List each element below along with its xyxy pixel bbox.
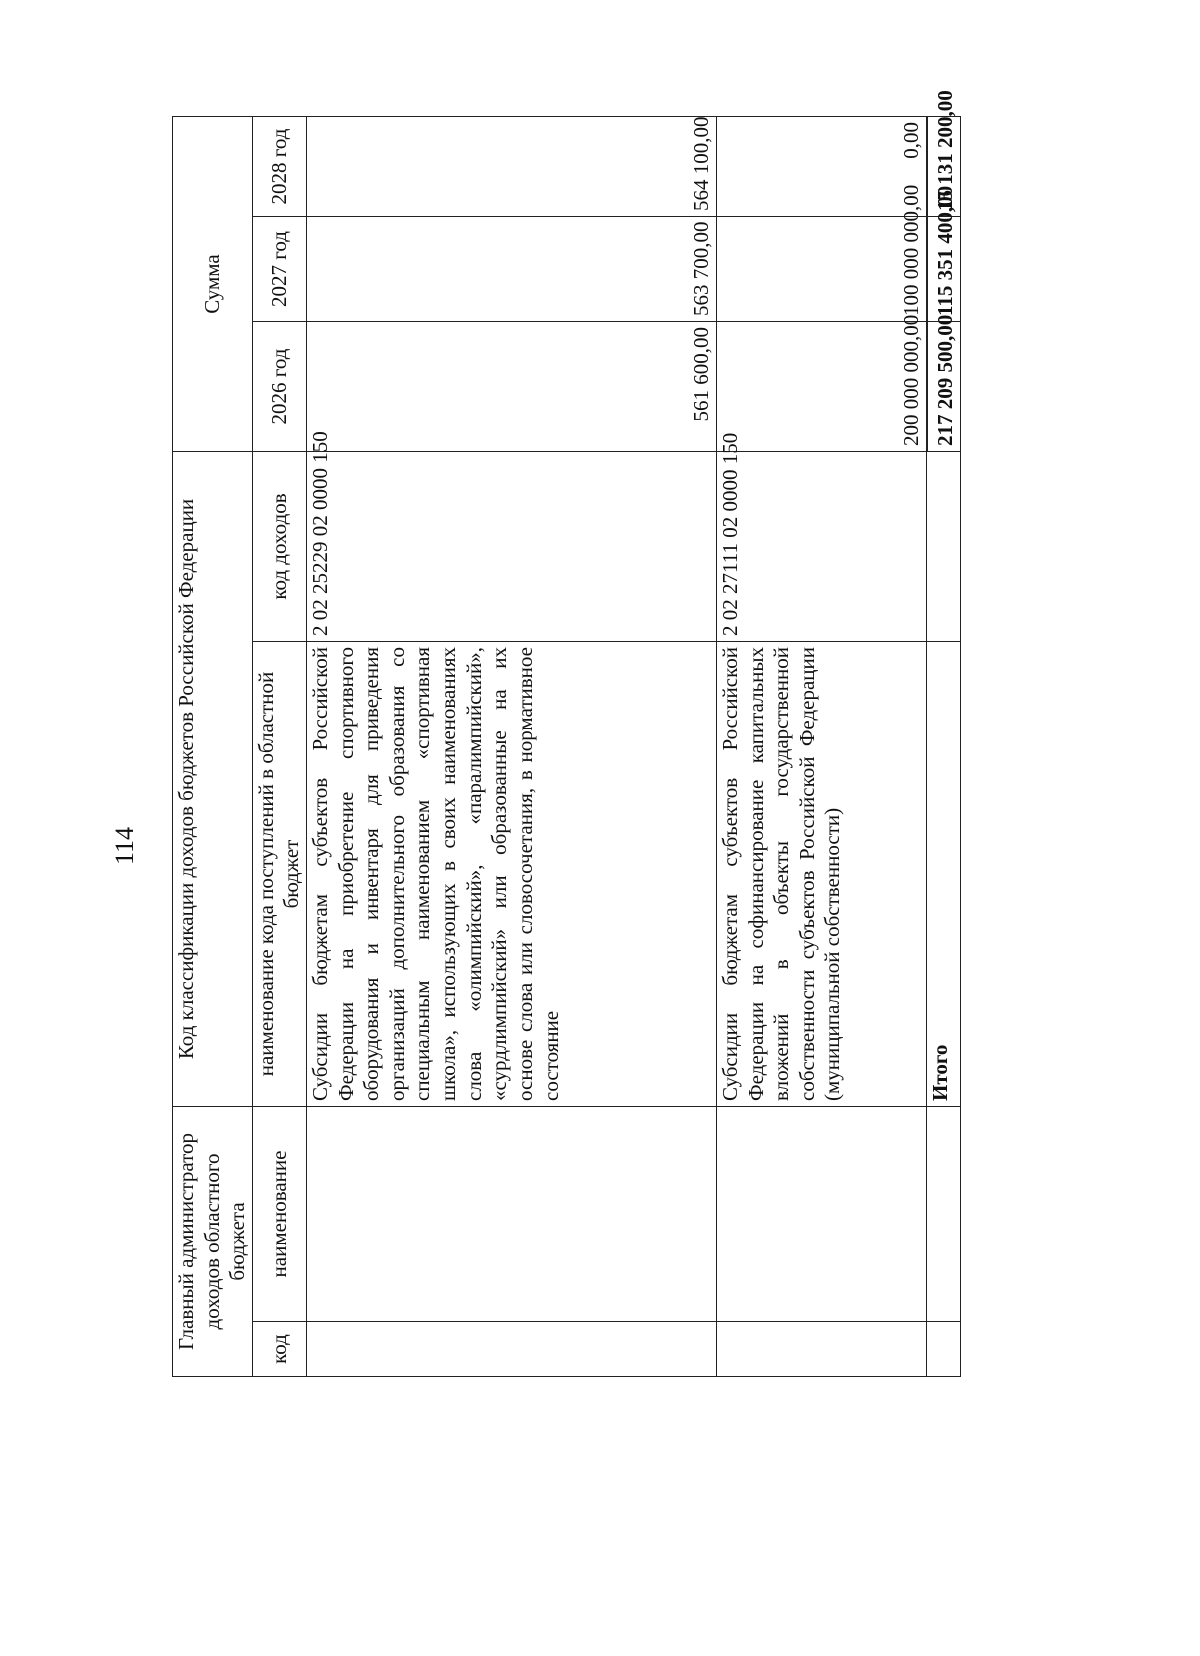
header-code: код [252,1322,306,1377]
header-name: наименование [252,1107,306,1322]
total-income-code [927,451,961,641]
total-row [927,116,961,1376]
row-name [307,1107,717,1322]
total-sum-2028: 15 131 200,00 [927,116,961,216]
row-sum-2026: 561 600,00 [307,321,717,451]
row-description: Субсидии бюджетам субъектов Российской Федерации на приобретение спортивного оборудования и инвентаря для приведения организаций дополнительного образования со специальным наименованием «спортивная школа», использующих в своих наименованиях слова «олимпийский», «паралимпийский», «сурдлимпийский» или образованные на их основе слова или словосочетания, в нормативное состояние [307,642,717,1107]
table-row [717,116,927,1376]
header-classification-group: Код классификации доходов бюджетов Российской Федерации [173,451,253,1106]
header-year-2028: 2028 год [252,116,306,216]
total-sum-2027: 115 351 400,00 [927,216,961,321]
page-number: 114 [110,826,139,866]
table-row [307,116,717,1376]
row-sum-2028: 0,00 [717,116,927,216]
row-sum-2027: 100 000 000,00 [717,216,927,321]
header-admin-group: Главный администратор доходов областного бюджета [173,1107,253,1377]
row-code [307,1322,717,1377]
header-sum-group: Сумма [173,116,253,451]
row-sum-2028: 564 100,00 [307,116,717,216]
row-name [717,1107,927,1322]
header-income-code: код доходов [252,451,306,641]
total-code [927,1322,961,1377]
header-year-2027: 2027 год [252,216,306,321]
header-year-2026: 2026 год [252,321,306,451]
row-code [717,1322,927,1377]
row-income-code: 2 02 25229 02 0000 150 [307,451,717,641]
row-description: Субсидии бюджетам субъектов Российской Федерации на софинансирование капитальных вложений в объекты государственной собственности субъектов Российской Федерации (муниципальной собственности) [717,642,927,1107]
total-label: Итого [927,642,961,1107]
row-sum-2026: 200 000 000,00 [717,321,927,451]
header-income-name: наименование кода поступлений в областной бюджет [252,642,306,1107]
row-income-code: 2 02 27111 02 0000 150 [717,451,927,641]
budget-table-sheet [172,90,957,1377]
row-sum-2027: 563 700,00 [307,216,717,321]
total-name [927,1107,961,1322]
total-sum-2026: 217 209 500,00 [927,321,961,451]
budget-income-table [172,90,961,1377]
